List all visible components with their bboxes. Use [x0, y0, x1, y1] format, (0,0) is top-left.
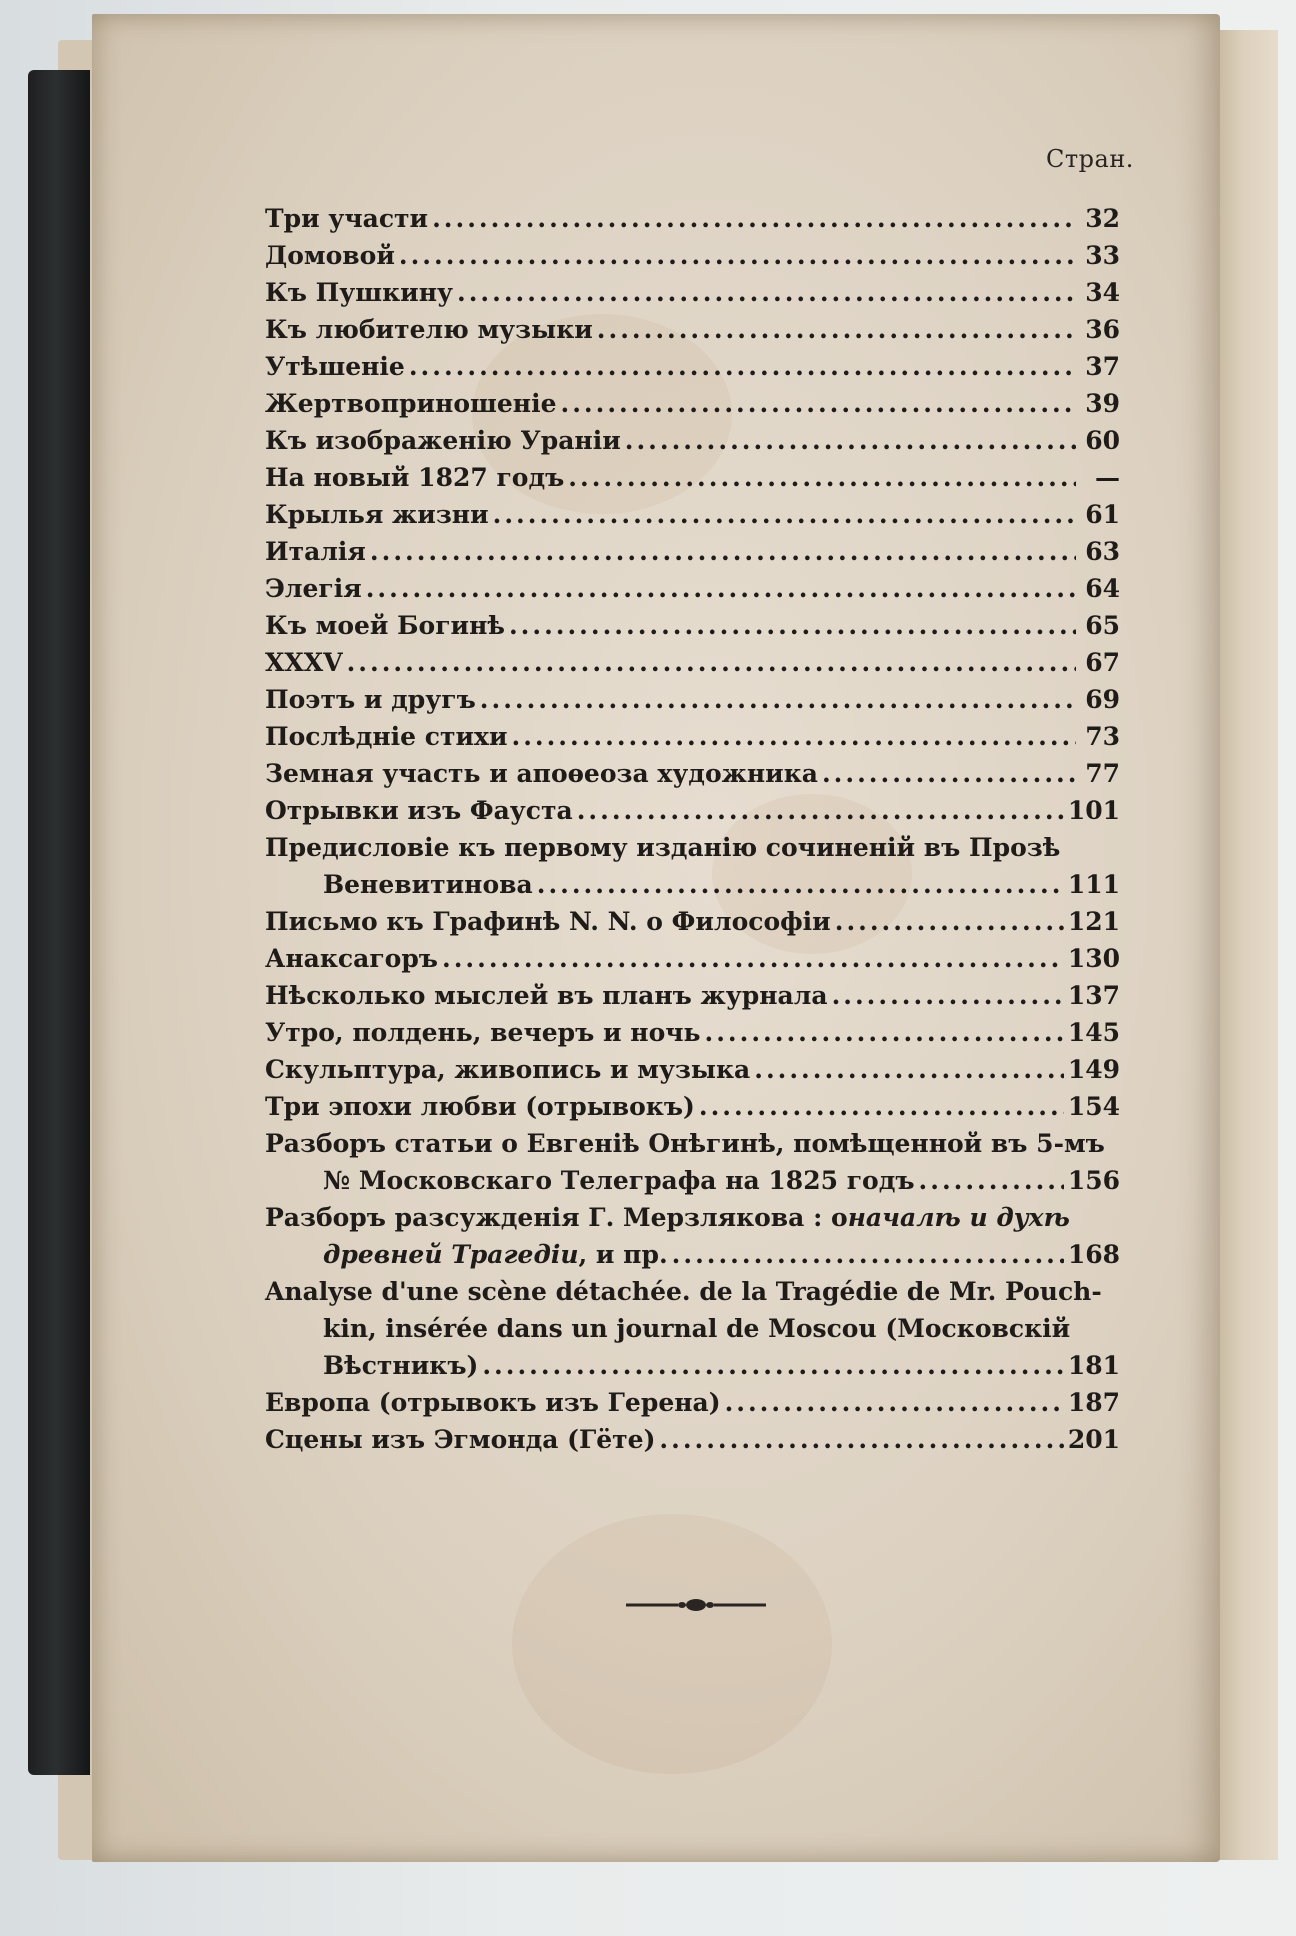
toc-page: 37 — [1085, 352, 1120, 381]
toc-page: 145 — [1067, 1018, 1120, 1047]
toc-title-italic: древней Трагедіи — [323, 1240, 579, 1269]
toc-page: 69 — [1085, 685, 1120, 714]
toc-entry — [265, 718, 1120, 755]
toc-title: Къ изображенію Ураніи — [265, 426, 621, 455]
toc-page: 137 — [1067, 981, 1120, 1010]
leader-dots — [577, 792, 1064, 829]
toc-entry — [265, 1088, 1120, 1125]
toc-entry — [265, 422, 1120, 459]
toc-title: Скульптура, живопись и музыка — [265, 1055, 751, 1084]
toc-title: Жертвоприношеніе — [265, 389, 557, 418]
leader-dots — [754, 1051, 1064, 1088]
toc-entry — [265, 607, 1120, 644]
toc-title: , и пр. — [578, 1240, 668, 1269]
toc-page: 39 — [1085, 389, 1120, 418]
leader-dots — [480, 681, 1076, 718]
toc-page: 121 — [1067, 907, 1120, 936]
toc-entry — [265, 1384, 1120, 1421]
toc-entry — [265, 792, 1120, 829]
toc-title: Три эпохи любви (отрывокъ) — [265, 1092, 695, 1121]
toc-title: Италія — [265, 537, 366, 566]
toc-page: 168 — [1067, 1240, 1120, 1269]
toc-title: Три участи — [265, 204, 429, 233]
leader-dots — [366, 570, 1076, 607]
toc-page: — — [1095, 463, 1120, 492]
page-column-label: Стран. — [1046, 145, 1134, 173]
ornament-divider — [626, 1595, 766, 1615]
toc-page: 154 — [1067, 1092, 1120, 1121]
toc-page: 130 — [1067, 944, 1120, 973]
leader-dots — [699, 1088, 1064, 1125]
toc-entry — [265, 1125, 1120, 1199]
leader-dots — [832, 977, 1064, 1014]
leader-dots — [672, 1236, 1064, 1273]
table-of-contents — [265, 200, 1120, 1458]
toc-entry — [265, 459, 1120, 496]
toc-entry — [265, 533, 1120, 570]
toc-title: Анаксагоръ — [265, 944, 438, 973]
toc-entry — [265, 755, 1120, 792]
toc-entry — [265, 348, 1120, 385]
toc-title-line: Разборъ статьи о Евгеніѣ Онѣгинѣ, помѣщенной въ 5-мъ — [265, 1129, 1105, 1158]
toc-title: Домовой — [265, 241, 395, 270]
toc-title: На новый 1827 годъ — [265, 463, 565, 492]
toc-entry — [265, 385, 1120, 422]
leader-dots — [399, 237, 1076, 274]
toc-title-line: Analyse d'une scène détachée. de la Tragédie de Mr. Pouch- — [265, 1277, 1102, 1306]
leader-dots — [625, 422, 1076, 459]
leader-dots — [561, 385, 1077, 422]
toc-title: Вѣстникъ) — [323, 1351, 479, 1380]
leader-dots — [919, 1162, 1064, 1199]
toc-page: 34 — [1085, 278, 1120, 307]
toc-page: 60 — [1085, 426, 1120, 455]
toc-title-italic: началѣ и духѣ — [847, 1203, 1070, 1232]
toc-title: Поэтъ и другъ — [265, 685, 476, 714]
toc-title: Европа (отрывокъ изъ Герена) — [265, 1388, 721, 1417]
toc-page: 63 — [1085, 537, 1120, 566]
toc-title: Утро, полдень, вечеръ и ночь — [265, 1018, 701, 1047]
toc-page: 67 — [1085, 648, 1120, 677]
toc-title: Утѣшеніе — [265, 352, 405, 381]
toc-entry — [265, 1014, 1120, 1051]
leader-dots — [537, 866, 1064, 903]
book-spine — [28, 70, 90, 1775]
leader-dots — [370, 533, 1076, 570]
toc-page: 111 — [1067, 870, 1120, 899]
leader-dots — [725, 1384, 1064, 1421]
toc-title-line: Предисловіе къ первому изданію сочиненій въ Прозѣ — [265, 833, 1061, 862]
toc-page: 61 — [1085, 500, 1120, 529]
toc-entry — [265, 644, 1120, 681]
toc-entry — [265, 1273, 1120, 1384]
toc-entry — [265, 903, 1120, 940]
toc-page: 32 — [1085, 204, 1120, 233]
toc-entry — [265, 200, 1120, 237]
toc-title: Письмо къ Графинѣ N. N. о Философіи — [265, 907, 831, 936]
toc-entry — [265, 1421, 1120, 1458]
leader-dots — [822, 755, 1076, 792]
toc-entry — [265, 496, 1120, 533]
leader-dots — [835, 903, 1064, 940]
toc-entry — [265, 681, 1120, 718]
toc-page: 181 — [1067, 1351, 1120, 1380]
toc-page: 65 — [1085, 611, 1120, 640]
toc-page: 201 — [1067, 1425, 1120, 1454]
toc-title: Къ моей Богинѣ — [265, 611, 505, 640]
page-edges — [1218, 30, 1278, 1860]
toc-entry — [265, 977, 1120, 1014]
leader-dots — [493, 496, 1076, 533]
toc-page: 101 — [1067, 796, 1120, 825]
toc-entry — [265, 1199, 1120, 1273]
toc-page: 64 — [1085, 574, 1120, 603]
toc-title-line: kin, insérée dans un journal de Moscou (Московскій — [323, 1314, 1071, 1343]
toc-title: Сцены изъ Эгмонда (Гёте) — [265, 1425, 656, 1454]
toc-entry — [265, 829, 1120, 903]
leader-dots — [347, 644, 1076, 681]
toc-title-line: Разборъ разсужденія Г. Мерзлякова : о — [265, 1203, 848, 1232]
toc-title: Къ любителю музыки — [265, 315, 593, 344]
toc-page: 187 — [1067, 1388, 1120, 1417]
leader-dots — [705, 1014, 1064, 1051]
toc-page: 36 — [1085, 315, 1120, 344]
toc-title: XXXV — [265, 648, 343, 677]
toc-page: 73 — [1085, 722, 1120, 751]
toc-entry — [265, 940, 1120, 977]
leader-dots — [597, 311, 1076, 348]
toc-title: Къ Пушкину — [265, 278, 454, 307]
toc-title: № Московскаго Телеграфа на 1825 годъ — [323, 1166, 915, 1195]
toc-title: Элегія — [265, 574, 362, 603]
leader-dots — [442, 940, 1064, 977]
leader-dots — [568, 459, 1076, 496]
toc-title: Крылья жизни — [265, 500, 489, 529]
toc-title: Послѣдніе стихи — [265, 722, 508, 751]
toc-page: 33 — [1085, 241, 1120, 270]
leader-dots — [511, 718, 1076, 755]
toc-entry — [265, 311, 1120, 348]
leader-dots — [457, 274, 1076, 311]
toc-entry — [265, 237, 1120, 274]
toc-title: Отрывки изъ Фауста — [265, 796, 573, 825]
toc-page: 149 — [1067, 1055, 1120, 1084]
paper-stain — [512, 1514, 832, 1774]
toc-entry — [265, 570, 1120, 607]
leader-dots — [659, 1421, 1063, 1458]
toc-entry — [265, 1051, 1120, 1088]
leader-dots — [509, 607, 1076, 644]
leader-dots — [432, 200, 1076, 237]
toc-title: Веневитинова — [323, 870, 533, 899]
toc-entry — [265, 274, 1120, 311]
toc-title: Земная участь и апоѳеоза художника — [265, 759, 818, 788]
toc-page: 77 — [1085, 759, 1120, 788]
leader-dots — [409, 348, 1076, 385]
toc-title: Нѣсколько мыслей въ планъ журнала — [265, 981, 828, 1010]
leader-dots — [482, 1347, 1063, 1384]
toc-page: 156 — [1067, 1166, 1120, 1195]
